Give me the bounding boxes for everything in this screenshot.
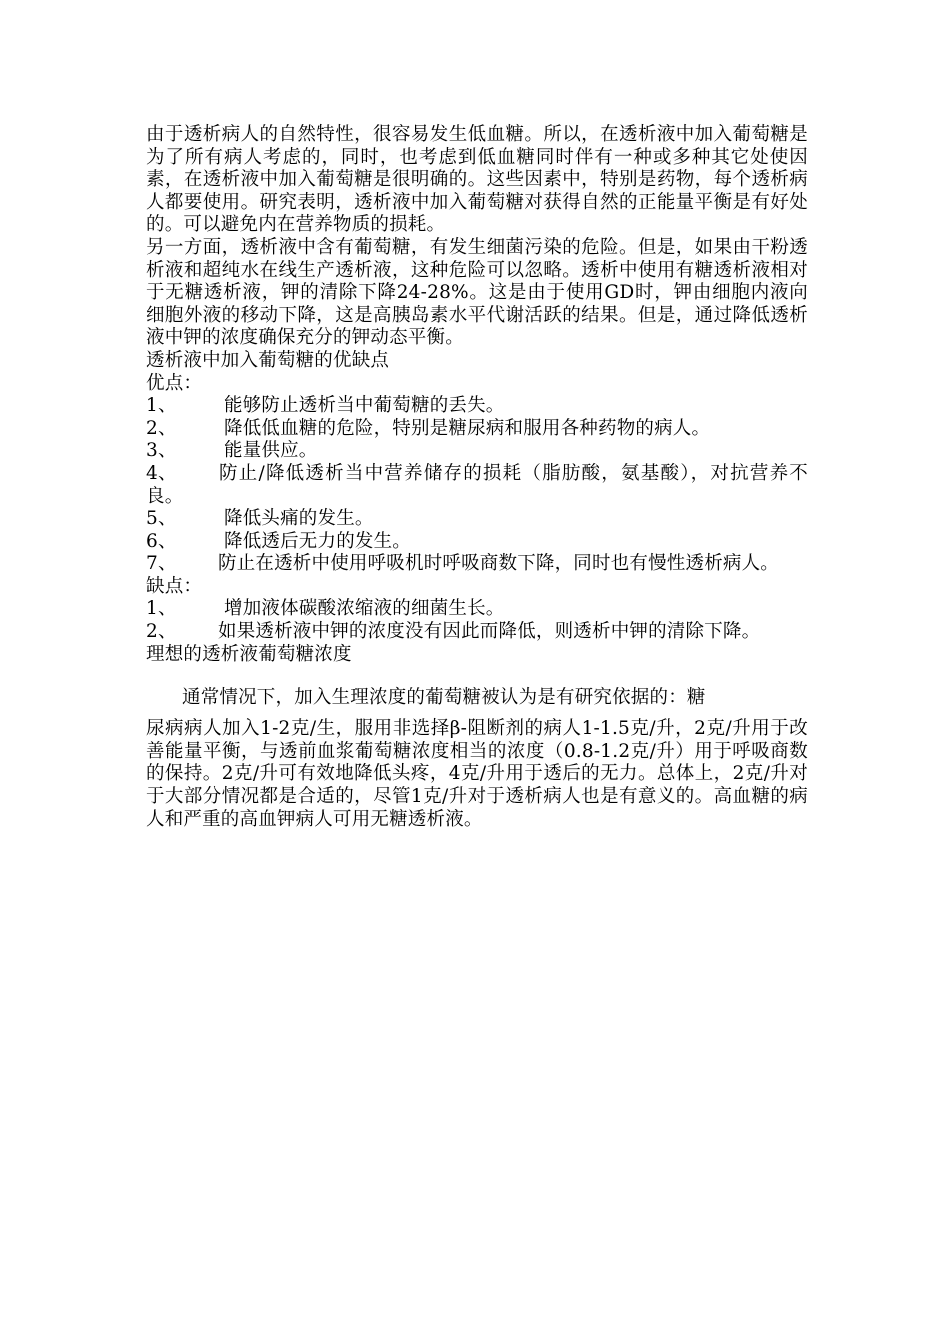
list-text: 防止/降低透析当中营养储存的损耗（脂肪酸，氨基酸），对抗营养不良。	[146, 462, 808, 507]
pros-list	[146, 395, 808, 576]
list-text: 增加液体碳酸浓缩液的细菌生长。	[224, 598, 505, 620]
list-number: 1、	[146, 598, 177, 620]
list-number: 2、	[146, 621, 177, 643]
list-text: 降低头痛的发生。	[224, 508, 374, 530]
list-text: 降低透后无力的发生。	[224, 530, 412, 552]
list-number: 3、	[146, 440, 177, 462]
list-item	[146, 553, 808, 576]
section-heading-pros-cons: 透析液中加入葡萄糖的优缺点	[146, 349, 390, 371]
list-number: 4、	[146, 462, 177, 484]
section-heading-ideal-concentration: 理想的透析液葡萄糖浓度	[146, 643, 352, 665]
list-item	[146, 463, 808, 508]
paragraph-intro: 由于透析病人的自然特性，很容易发生低血糖。所以，在透析液中加入葡萄糖是为了所有病人考虑的，同时，也考虑到低血糖同时伴有一种或多种其它处使因素，在透析液中加入葡萄糖是很明确的。这些因素中，特别是药物，每个透析病人都要使用。研究表明，透析液中加入葡萄糖对获得自然的正能量平衡是有好处的。可以避免内在营养物质的损耗。	[146, 124, 808, 236]
list-text: 如果透析液中钾的浓度没有因此而降低，则透析中钾的清除下降。	[218, 621, 761, 643]
list-item	[146, 395, 808, 418]
paragraph-concentration-lead: 通常情况下，加入生理浓度的葡萄糖被认为是有研究依据的：糖	[182, 687, 706, 709]
list-number: 7、	[146, 553, 177, 575]
cons-list	[146, 598, 808, 643]
list-item	[146, 508, 808, 531]
document-body	[146, 124, 808, 831]
list-text: 能量供应。	[224, 440, 318, 462]
cons-label: 缺点：	[146, 575, 203, 597]
list-number: 5、	[146, 508, 177, 530]
paragraph-risks: 另一方面，透析液中含有葡萄糖，有发生细菌污染的危险。但是，如果由干粉透析液和超纯水在线生产透析液，这种危险可以忽略。透析中使用有糖透析液相对于无糖透析液，钾的清除下降24-28%。这是由于使用GD时，钾由细胞内液向细胞外液的移动下降，这是高胰岛素水平代谢活跃的结果。但是，通过降低透析液中钾的浓度确保充分的钾动态平衡。	[146, 236, 808, 349]
list-number: 1、	[146, 395, 177, 417]
list-item	[146, 418, 808, 441]
list-item	[146, 621, 808, 644]
pros-label: 优点：	[146, 372, 203, 394]
list-item	[146, 531, 808, 554]
list-text: 能够防止透析当中葡萄糖的丢失。	[224, 395, 505, 417]
list-text: 防止在透析中使用呼吸机时呼吸商数下降，同时也有慢性透析病人。	[218, 553, 780, 575]
list-item	[146, 440, 808, 463]
list-text: 降低低血糖的危险，特别是糖尿病和服用各种药物的病人。	[224, 417, 711, 439]
list-number: 6、	[146, 530, 177, 552]
list-number: 2、	[146, 417, 177, 439]
paragraph-concentration-body: 尿病病人加入1-2克/生，服用非选择β-阻断剂的病人1-1.5克/升，2克/升用于改善能量平衡，与透前血浆葡萄糖浓度相当的浓度（0.8-1.2克/升）用于呼吸商数的保持。2克/升可有效地降低头疼，4克/升用于透后的无力。总体上，2克/升对于大部分情况都是合适的，尽管1克/升对于透析病人也是有意义的。高血糖的病人和严重的高血钾病人可用无糖透析液。	[146, 718, 808, 830]
list-item	[146, 598, 808, 621]
